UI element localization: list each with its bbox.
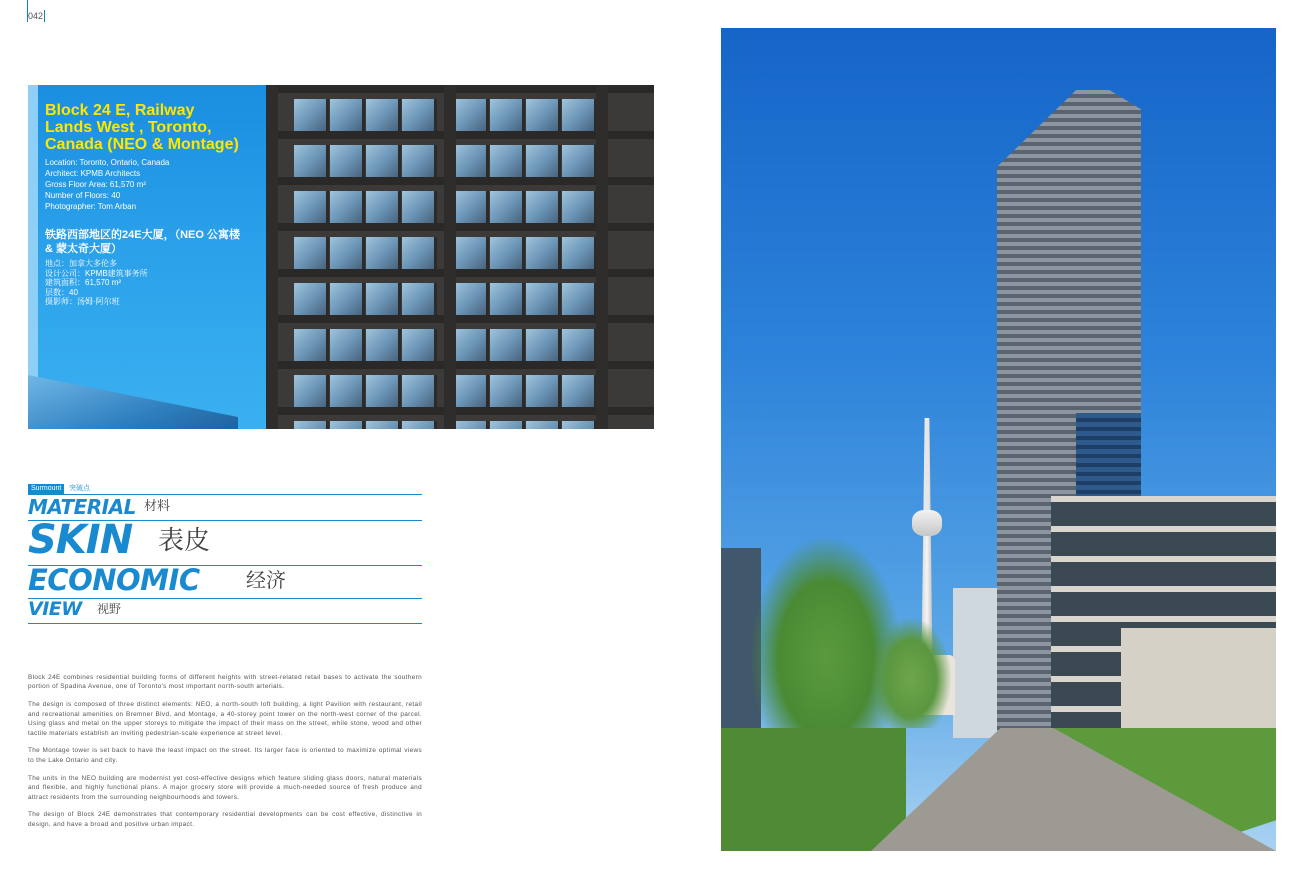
meta-architect: Architect: KPMB Architects (45, 169, 141, 178)
photo-cn-pod (912, 510, 942, 536)
facade-column (596, 85, 608, 429)
facade-window (402, 329, 437, 363)
facade-window (402, 421, 437, 429)
meta-floor-area: Gross Floor Area: 61,570 m² (45, 180, 146, 189)
facade-window (366, 145, 401, 179)
paragraph: The design is composed of three distinct elements: NEO, a north-south loft building, a light Pavilion with restaurant, retail and recreational amenities on Bremner Blvd, and Montage, a 40-storey point tower on the north-west corner of the parcel. Using glass and metal on the upper storeys to mitigate the impact of their mass on the street, while stone, wood and other tactile materials establish an inviting pedestrian-scale experience at street level. (28, 701, 422, 737)
surmount-tag-cn: 突破点 (69, 485, 90, 492)
facade-window (330, 145, 365, 179)
article-body (28, 673, 422, 838)
facade-window (294, 237, 329, 271)
keyword-rule (28, 623, 422, 624)
facade-window (526, 283, 561, 317)
facade-window (330, 237, 365, 271)
facade-window (526, 99, 561, 133)
facade-window (562, 237, 597, 271)
facade-window (366, 329, 401, 363)
facade-window (526, 237, 561, 271)
cn-meta-location: 地点：加拿大多伦多 (45, 259, 117, 268)
meta-floors: Number of Floors: 40 (45, 191, 121, 200)
facade-window (526, 421, 561, 429)
facade-window (454, 421, 489, 429)
facade-window (526, 145, 561, 179)
facade-window (490, 99, 525, 133)
keyword-economic: ECONOMIC (28, 563, 200, 597)
facade-window (294, 283, 329, 317)
paragraph: The design of Block 24E demonstrates that contemporary residential developments can be cost effective, distinctive in design, and have a broad and positive urban impact. (28, 811, 422, 828)
facade-window (294, 329, 329, 363)
facade-window (490, 283, 525, 317)
cn-meta-architect: 设计公司：KPMB建筑事务所 (45, 268, 148, 278)
meta-location: Location: Toronto, Ontario, Canada (45, 158, 170, 167)
keyword-material-cn: 材料 (144, 499, 171, 514)
facade-window (402, 145, 437, 179)
paragraph: The units in the NEO building are modernist yet cost-effective designs which feature sliding glass doors, natural materials and flexible, and highly functional plans. A major grocery store will provide a much-needed source of fresh produce and attract residents from the surrounding neighbourhoods and towers. (28, 774, 422, 801)
keyword-rule (28, 598, 422, 599)
facade-window (526, 191, 561, 225)
cn-meta-floors: 层数：40 (45, 287, 78, 297)
facade-window (402, 99, 437, 133)
keyword-material: MATERIAL (28, 495, 136, 519)
photo-mid-towers (953, 588, 997, 738)
facade-window (294, 99, 329, 133)
facade-window (562, 145, 597, 179)
facade-window (366, 237, 401, 271)
project-title: Block 24 E, Railway Lands West , Toronto, Canada (NEO & Montage) (45, 102, 239, 153)
facade-window (490, 329, 525, 363)
facade-window (366, 99, 401, 133)
facade-window (454, 283, 489, 317)
keyword-skin: SKIN (28, 517, 133, 563)
photo-trees (871, 618, 951, 728)
facade-window (562, 99, 597, 133)
facade-window (490, 375, 525, 409)
facade-window (562, 421, 597, 429)
meta-photographer: Photographer: Tom Arban (45, 202, 137, 211)
facade-window (562, 191, 597, 225)
facade-column (444, 85, 456, 429)
facade-window (294, 421, 329, 429)
facade-window (562, 375, 597, 409)
facade-window (402, 191, 437, 225)
facade-window (490, 237, 525, 271)
facade-column (266, 85, 278, 429)
facade-window (454, 237, 489, 271)
facade-window (402, 283, 437, 317)
facade-window (454, 329, 489, 363)
facade-window (294, 145, 329, 179)
page-number-divider (44, 10, 45, 22)
facade-window (330, 99, 365, 133)
photo-cn-spire (925, 420, 928, 520)
hero-image-block (28, 85, 654, 429)
facade-window (366, 421, 401, 429)
hero-glass-roof-photo (28, 375, 238, 429)
hero-building-photo (266, 85, 654, 429)
facade-window (402, 375, 437, 409)
facade-window (330, 283, 365, 317)
photo-podium (1121, 628, 1276, 743)
facade-window (330, 421, 365, 429)
facade-window (330, 375, 365, 409)
facade-window (294, 191, 329, 225)
facade-window (294, 375, 329, 409)
facade-window (454, 191, 489, 225)
cn-meta-photographer: 摄影师：汤姆·阿尔班 (45, 297, 120, 306)
facade-window (490, 145, 525, 179)
facade-window (366, 283, 401, 317)
facade-window (526, 375, 561, 409)
photo-grass (721, 728, 906, 851)
keyword-skin-cn: 表皮 (158, 526, 211, 556)
keyword-view-cn: 视野 (97, 602, 122, 616)
facade-window (366, 191, 401, 225)
paragraph: The Montage tower is set back to have the least impact on the street. Its larger face is oriented to maximize optimal views to the Lake Ontario and city. (28, 747, 422, 764)
project-title-cn: 铁路西部地区的24E大厦，（NEO 公寓楼 & 蒙太奇大厦） (45, 229, 240, 255)
facade-window (526, 329, 561, 363)
facade-window (562, 329, 597, 363)
facade-window (454, 145, 489, 179)
facade-window (366, 375, 401, 409)
facade-window (562, 283, 597, 317)
cn-meta-floor-area: 建筑面积：61,570 m² (45, 278, 122, 287)
facade-window (330, 329, 365, 363)
project-info (45, 102, 245, 307)
paragraph: Block 24E combines residential building forms of different heights with street-related retail bases to activate the southern portion of Spadina Avenue, one of Toronto's most important north-south arterials. (28, 674, 422, 691)
main-photo (721, 28, 1276, 851)
facade-window (490, 191, 525, 225)
keyword-view: VIEW (28, 598, 82, 620)
page-number: 042 (28, 11, 44, 21)
facade-window (330, 191, 365, 225)
keyword-economic-cn: 经济 (246, 568, 286, 592)
facade-window (490, 421, 525, 429)
surmount-tag: Surmount (28, 484, 64, 494)
facade-window (454, 99, 489, 133)
facade-window (454, 375, 489, 409)
facade-window (402, 237, 437, 271)
